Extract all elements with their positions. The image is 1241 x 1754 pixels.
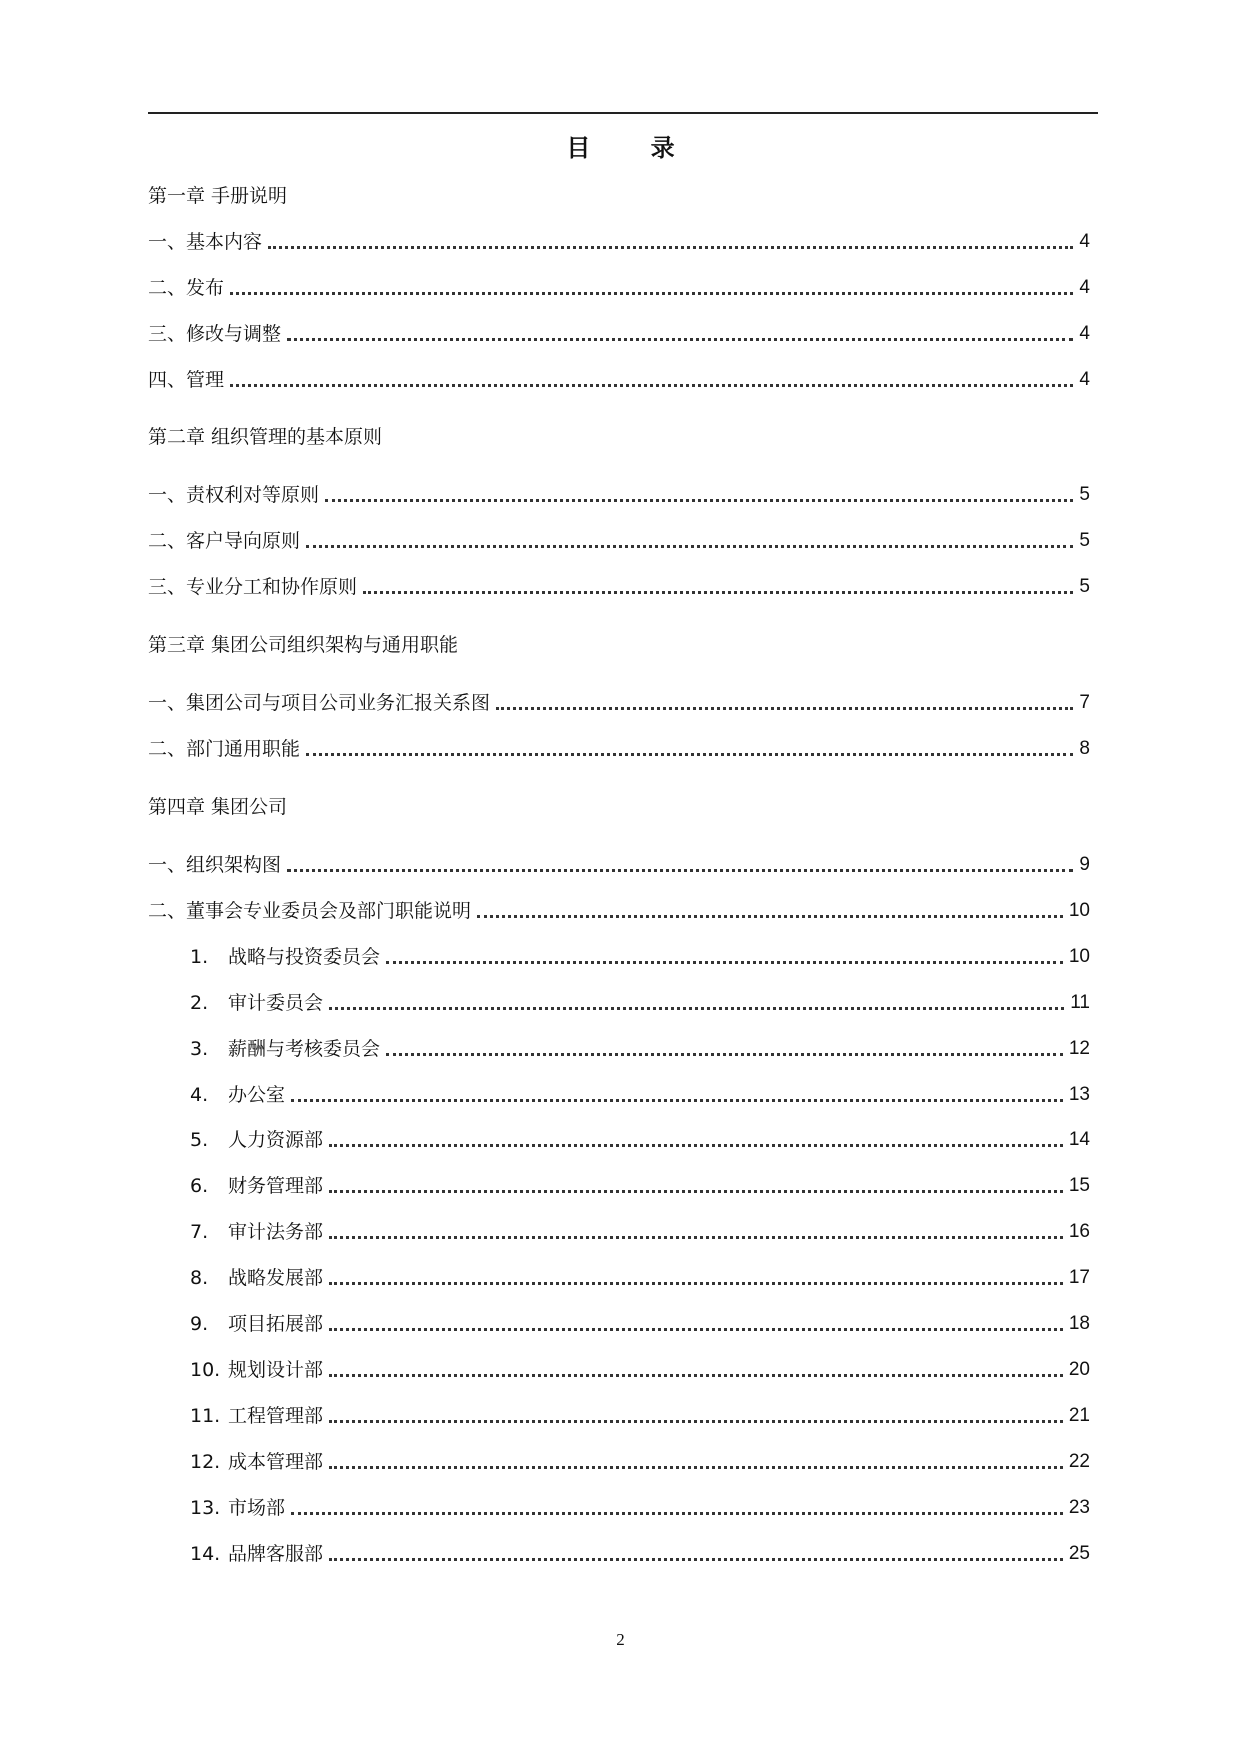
toc-entry-number: 14. [190, 1543, 221, 1565]
toc-entry-title: 四、管理 [148, 369, 225, 391]
toc-entry-title: 财务管理部 [228, 1175, 324, 1197]
toc-entry-page: 23 [1068, 1497, 1090, 1518]
dot-leader [329, 1144, 1063, 1147]
dot-leader [477, 915, 1063, 918]
toc-entry-title: 市场部 [228, 1497, 286, 1519]
toc-entry-number: 6. [190, 1175, 209, 1197]
toc-entry-page: 7 [1079, 692, 1090, 713]
toc-entry-title: 规划设计部 [228, 1359, 324, 1381]
dot-leader [329, 1328, 1063, 1331]
toc-entry-number: 1. [190, 946, 209, 968]
toc-entry[interactable] [148, 897, 1090, 925]
toc-entry-page: 12 [1068, 1038, 1090, 1059]
dot-leader [306, 545, 1073, 548]
toc-title: 目 录 [566, 134, 701, 162]
toc-entry[interactable] [190, 1310, 1090, 1338]
toc-entry-page: 10 [1068, 946, 1090, 967]
toc-entry-page: 14 [1068, 1129, 1090, 1150]
dot-leader [329, 1466, 1063, 1469]
dot-leader [291, 1099, 1063, 1102]
dot-leader [287, 338, 1073, 341]
toc-entry-page: 11 [1070, 992, 1090, 1013]
toc-entry-title: 品牌客服部 [228, 1543, 324, 1565]
toc-entry-number: 11. [190, 1405, 221, 1427]
toc-entry-page: 16 [1068, 1221, 1090, 1242]
toc-entry-title: 办公室 [228, 1084, 286, 1106]
toc-entry[interactable] [190, 989, 1090, 1017]
toc-entry-title: 人力资源部 [228, 1129, 324, 1151]
toc-entry-number: 8. [190, 1267, 209, 1289]
dot-leader [306, 753, 1073, 756]
toc-entry-page: 4 [1079, 369, 1090, 390]
toc-entry-number: 10. [190, 1359, 221, 1381]
toc-chapter-heading [148, 182, 1090, 210]
toc-entry-title: 成本管理部 [228, 1451, 324, 1473]
dot-leader [325, 499, 1073, 502]
toc-entry-page: 20 [1068, 1359, 1090, 1380]
toc-entry[interactable] [190, 1172, 1090, 1200]
dot-leader [329, 1420, 1063, 1423]
toc-entry[interactable] [148, 366, 1090, 394]
dot-leader [329, 1190, 1063, 1193]
toc-entry-title: 薪酬与考核委员会 [228, 1038, 381, 1060]
toc-entry-number: 4. [190, 1084, 209, 1106]
toc-chapter-heading [148, 423, 1090, 451]
toc-entry[interactable] [148, 228, 1090, 256]
dot-leader [230, 292, 1073, 295]
dot-leader [291, 1512, 1063, 1515]
toc-entry-title: 项目拓展部 [228, 1313, 324, 1335]
toc-entry[interactable] [190, 1494, 1090, 1522]
toc-entry-number: 12. [190, 1451, 221, 1473]
page-number: 2 [616, 1630, 625, 1649]
toc-entry[interactable] [190, 1126, 1090, 1154]
toc-entry-page: 8 [1079, 738, 1090, 759]
toc-entry-page: 4 [1079, 231, 1090, 252]
toc-entry[interactable] [148, 689, 1090, 717]
toc-entry-page: 13 [1068, 1084, 1090, 1105]
dot-leader [329, 1374, 1063, 1377]
dot-leader [329, 1007, 1064, 1010]
toc-entry-page: 9 [1079, 854, 1090, 875]
toc-entry-page: 4 [1079, 277, 1090, 298]
toc-entry-number: 13. [190, 1497, 221, 1519]
toc-entry-page: 5 [1079, 576, 1090, 597]
toc-entry-page: 25 [1068, 1543, 1090, 1564]
dot-leader [287, 869, 1073, 872]
toc-entry-title: 二、发布 [148, 277, 225, 299]
toc-entry-title: 二、董事会专业委员会及部门职能说明 [148, 900, 472, 922]
toc-entry-title: 审计法务部 [228, 1221, 324, 1243]
toc-entry-title: 三、修改与调整 [148, 323, 282, 345]
toc-entry-title: 三、专业分工和协作原则 [148, 576, 358, 598]
toc-entry-title: 一、组织架构图 [148, 854, 282, 876]
chapter-title: 第四章 集团公司 [148, 796, 288, 818]
toc-entry[interactable] [190, 1448, 1090, 1476]
toc-entry[interactable] [148, 481, 1090, 509]
chapter-title: 第三章 集团公司组织架构与通用职能 [148, 634, 459, 656]
dot-leader [386, 961, 1063, 964]
toc-entry[interactable] [148, 274, 1090, 302]
toc-entry-page: 15 [1068, 1175, 1090, 1196]
toc-entry[interactable] [190, 1402, 1090, 1430]
toc-entry[interactable] [190, 1264, 1090, 1292]
toc-chapter-heading [148, 793, 1090, 821]
toc-entry-page: 4 [1079, 323, 1090, 344]
toc-entry-page: 5 [1079, 484, 1090, 505]
dot-leader [329, 1282, 1063, 1285]
dot-leader [329, 1236, 1063, 1239]
toc-entry-page: 5 [1079, 530, 1090, 551]
chapter-title: 第一章 手册说明 [148, 185, 288, 207]
toc-entry-page: 21 [1068, 1405, 1090, 1426]
toc-entry[interactable] [148, 527, 1090, 555]
toc-entry[interactable] [190, 1035, 1090, 1063]
toc-entry[interactable] [190, 1540, 1090, 1568]
toc-entry-title: 二、部门通用职能 [148, 738, 301, 760]
toc-entry-title: 战略发展部 [228, 1267, 324, 1289]
header-rule [148, 112, 1098, 114]
toc-entry-number: 7. [190, 1221, 209, 1243]
toc-entry-title: 一、集团公司与项目公司业务汇报关系图 [148, 692, 491, 714]
toc-entry-title: 战略与投资委员会 [228, 946, 381, 968]
toc-entry-title: 工程管理部 [228, 1405, 324, 1427]
toc-entry[interactable] [190, 1081, 1090, 1109]
dot-leader [496, 707, 1073, 710]
toc-entry[interactable] [148, 851, 1090, 879]
dot-leader [363, 591, 1073, 594]
toc-entry-page: 18 [1068, 1313, 1090, 1334]
toc-entry-title: 审计委员会 [228, 992, 324, 1014]
toc-entry-title: 一、责权利对等原则 [148, 484, 320, 506]
toc-entry-page: 10 [1068, 900, 1090, 921]
toc-entry[interactable] [148, 320, 1090, 348]
dot-leader [230, 384, 1073, 387]
toc-entry-page: 17 [1068, 1267, 1090, 1288]
toc-entry-number: 2. [190, 992, 209, 1014]
dot-leader [268, 246, 1073, 249]
toc-entry-number: 3. [190, 1038, 209, 1060]
chapter-title: 第二章 组织管理的基本原则 [148, 426, 383, 448]
toc-entry-title: 二、客户导向原则 [148, 530, 301, 552]
toc-entry[interactable] [148, 735, 1090, 763]
dot-leader [329, 1558, 1063, 1561]
dot-leader [386, 1053, 1063, 1056]
toc-entry[interactable] [148, 573, 1090, 601]
toc-entry[interactable] [190, 1356, 1090, 1384]
toc-chapter-heading [148, 631, 1090, 659]
toc-entry[interactable] [190, 1218, 1090, 1246]
toc-entry[interactable] [190, 943, 1090, 971]
toc-entry-title: 一、基本内容 [148, 231, 263, 253]
toc-entry-number: 5. [190, 1129, 209, 1151]
toc-entry-page: 22 [1068, 1451, 1090, 1472]
toc-entry-number: 9. [190, 1313, 209, 1335]
